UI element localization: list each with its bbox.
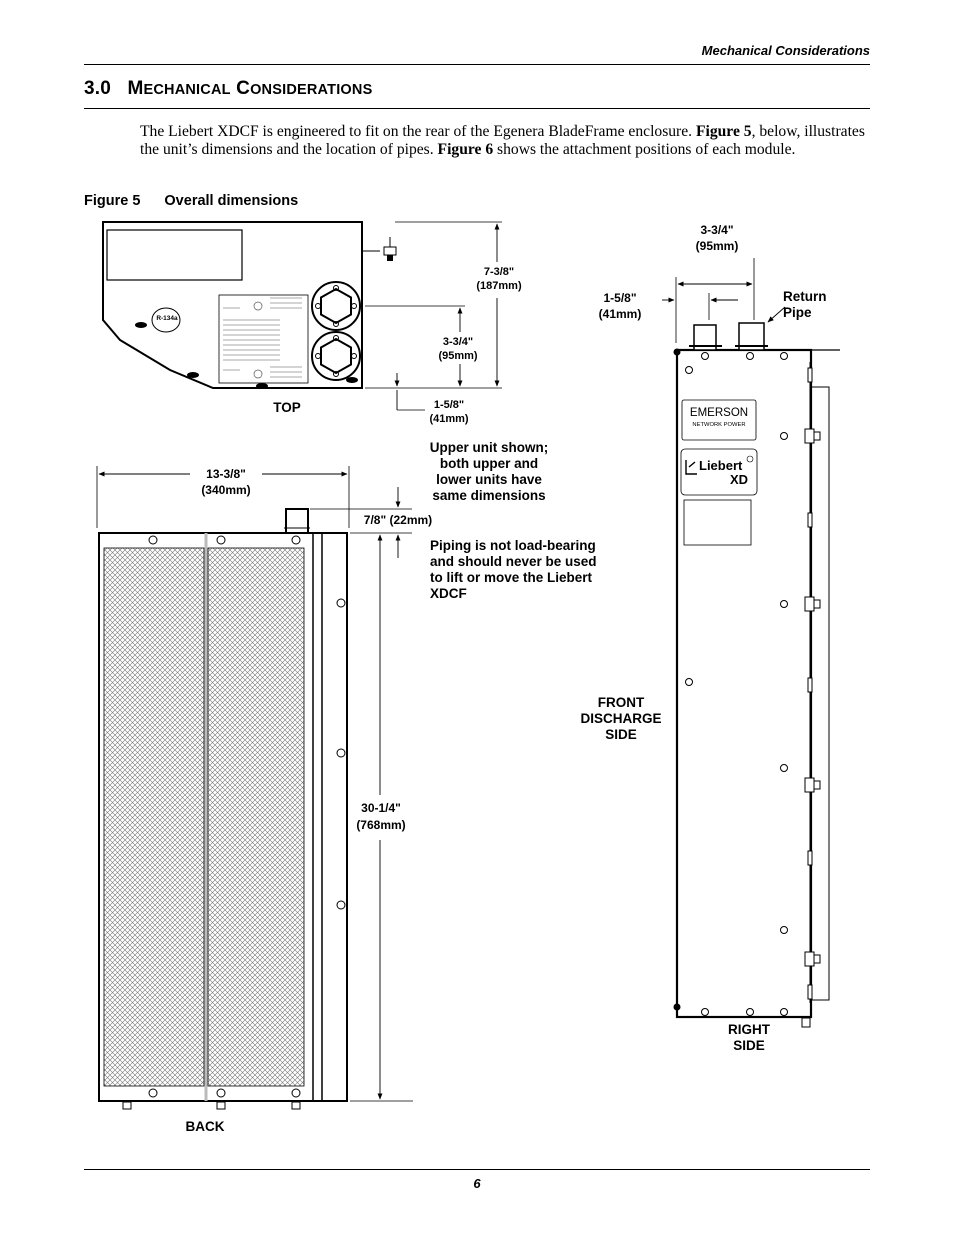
- back-view: [97, 466, 413, 1109]
- back-mesh-right: [208, 548, 304, 1086]
- product-model: XD: [730, 472, 749, 487]
- emerson-tagline: NETWORK POWER: [692, 422, 746, 428]
- top-view-label: TOP: [273, 400, 301, 415]
- page-number: 6: [473, 1176, 481, 1191]
- right-side-label: RIGHT SIDE: [728, 1022, 770, 1053]
- piping-warning-note: Piping is not load-bearing and should never be used to lift or move the Liebert XDCF: [430, 538, 597, 601]
- right-side-view: [662, 258, 840, 1027]
- side-pipe-spacing-dimension: 3-3/4" (95mm): [695, 223, 739, 253]
- section-number: 3.0: [84, 78, 112, 99]
- section-title-word-2: CONSIDERATIONS: [236, 78, 373, 99]
- back-width-dimension: 13-3/8" (340mm): [190, 466, 262, 498]
- figure-5-reference: Figure 5: [695, 123, 752, 140]
- back-pipe-height-dimension: 7/8" (22mm): [358, 512, 438, 528]
- top-pipe-spacing-dimension: 3-3/4" (95mm): [432, 335, 484, 363]
- figure-6-reference: Figure 6: [437, 141, 494, 159]
- back-height-dimension: 30-1/4" (768mm): [350, 800, 412, 834]
- figure-name: Overall dimensions: [164, 193, 299, 209]
- top-pipe-offset-dimension: 1-5/8" (41mm): [429, 399, 469, 425]
- top-label-window: [107, 230, 242, 280]
- emerson-brand: EMERSON: [689, 407, 749, 419]
- front-discharge-label: FRONT DISCHARGE SIDE: [580, 695, 662, 742]
- side-label-plate: [684, 500, 751, 545]
- refrigerant-badge: R-134a: [156, 315, 178, 322]
- top-return-pipe-fitting: [312, 282, 360, 330]
- side-pipe-offset-dimension: 1-5/8" (41mm): [598, 291, 642, 321]
- upper-unit-note: Upper unit shown; both upper and lower units have same dimensions: [429, 440, 549, 503]
- emerson-logo-box: [682, 400, 756, 440]
- back-mesh-left: [104, 548, 204, 1086]
- back-view-label: BACK: [185, 1119, 225, 1134]
- top-height-dimension: 7-3/8" (187mm): [470, 265, 528, 293]
- intro-paragraph: The Liebert XDCF is engineered to fit on the rear of the Egenera BladeFrame enclosure. Figure 5, below, illustrates the unit’s dimensions and the location of pipes. Figure 6 shows the attachment positions of each module.: [140, 123, 865, 159]
- return-pipe-label: Return Pipe: [783, 289, 827, 320]
- liebert-brand: Liebert: [699, 458, 743, 473]
- top-supply-pipe-fitting: [312, 332, 360, 380]
- section-title-word-1: MECHANICAL: [127, 78, 231, 99]
- footer-rule: [84, 1169, 870, 1170]
- running-header: Mechanical Considerations: [701, 43, 870, 58]
- figure-number: Figure 5: [84, 193, 141, 209]
- back-pipe-stub: [286, 509, 308, 533]
